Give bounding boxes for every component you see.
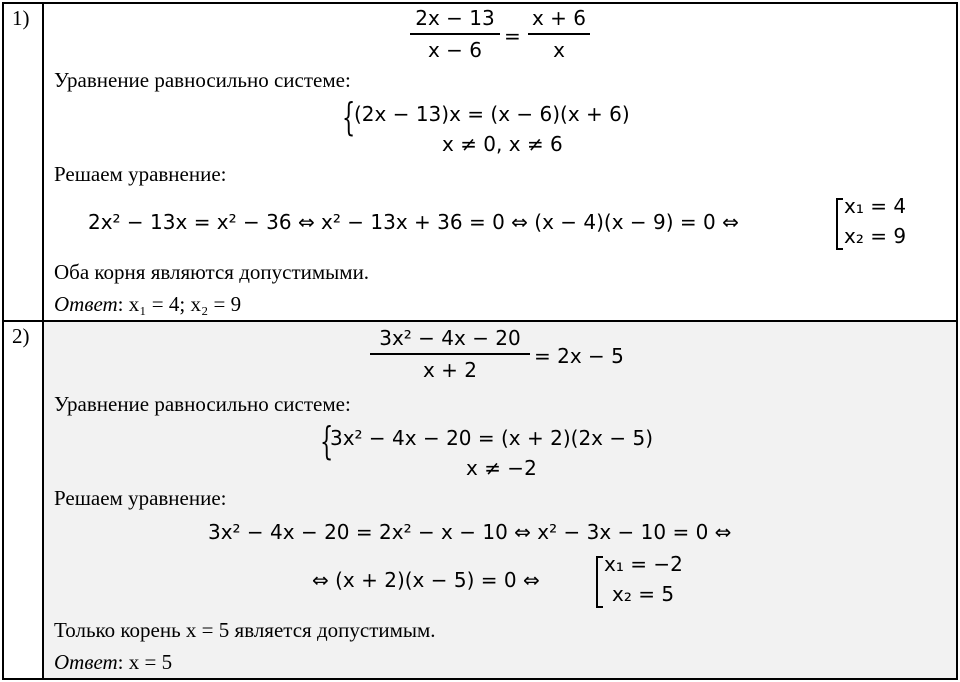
- answer-line: [54, 650, 172, 675]
- answer-label: Ответ: [54, 650, 118, 674]
- root-2: x₂ = 5: [612, 582, 675, 606]
- row-1-number-cell: [2, 2, 42, 322]
- equation-rhs-fraction: [528, 6, 590, 62]
- solution-line: 2x² − 13x = x² − 36 ⇔ x² − 13x + 36 = 0 ⇔ (x − 4)(x − 9) = 0 ⇔: [88, 210, 739, 234]
- system-intro-text: Уравнение равносильно системе:: [54, 392, 351, 416]
- conclusion-text: Оба корня являются допустимыми.: [54, 260, 370, 284]
- roots-bracket: [596, 556, 603, 608]
- solution-line-1: 3x² − 4x − 20 = 2x² − x − 10 ⇔ x² − 3x − 10 = 0 ⇔: [208, 520, 732, 544]
- conclusion-text: Только корень x = 5 является допустимым.: [54, 618, 436, 642]
- fraction-numerator: 2x − 13: [415, 6, 495, 30]
- equation-lhs-fraction: [370, 326, 530, 382]
- answer-value: : x₁ = 4; x₂ = 9: [117, 292, 242, 316]
- answer-line: [54, 292, 241, 317]
- solve-intro-text: Решаем уравнение:: [54, 162, 227, 186]
- row-number: 2): [12, 324, 30, 348]
- system-line-2: x ≠ 0, x ≠ 6: [442, 132, 563, 156]
- row-number: 1): [12, 6, 30, 30]
- fraction-denominator: x + 2: [422, 357, 478, 382]
- answer-label: Ответ: [54, 292, 118, 316]
- equation-rhs: = 2x − 5: [534, 344, 624, 368]
- solve-intro-text: Решаем уравнение:: [54, 486, 227, 510]
- fraction-numerator: x + 6: [531, 6, 587, 30]
- solution-line-2: ⇔ (x + 2)(x − 5) = 0 ⇔: [312, 568, 540, 592]
- roots-bracket: [836, 198, 843, 250]
- fraction-denominator: x: [553, 37, 565, 62]
- row-2-content-cell: [42, 320, 958, 680]
- system-brace: {: [342, 95, 356, 139]
- answer-value: : x = 5: [117, 650, 173, 674]
- fraction-denominator: x − 6: [427, 37, 483, 62]
- root-1: x₁ = −2: [604, 552, 683, 576]
- root-1: x₁ = 4: [844, 194, 907, 218]
- row-2-number-cell: [2, 320, 42, 680]
- row-1-content-cell: [42, 2, 958, 322]
- system-line-1: (2x − 13)x = (x − 6)(x + 6): [354, 102, 630, 126]
- fraction-numerator: 3x² − 4x − 20: [379, 326, 521, 350]
- equation-lhs-fraction: [410, 6, 500, 62]
- system-line-2: x ≠ −2: [466, 456, 537, 480]
- root-2: x₂ = 9: [844, 224, 907, 248]
- system-brace: {: [320, 419, 334, 463]
- system-line-1: 3x² − 4x − 20 = (x + 2)(2x − 5): [330, 426, 654, 450]
- system-intro-text: Уравнение равносильно системе:: [54, 68, 351, 92]
- equals-sign: =: [504, 24, 521, 48]
